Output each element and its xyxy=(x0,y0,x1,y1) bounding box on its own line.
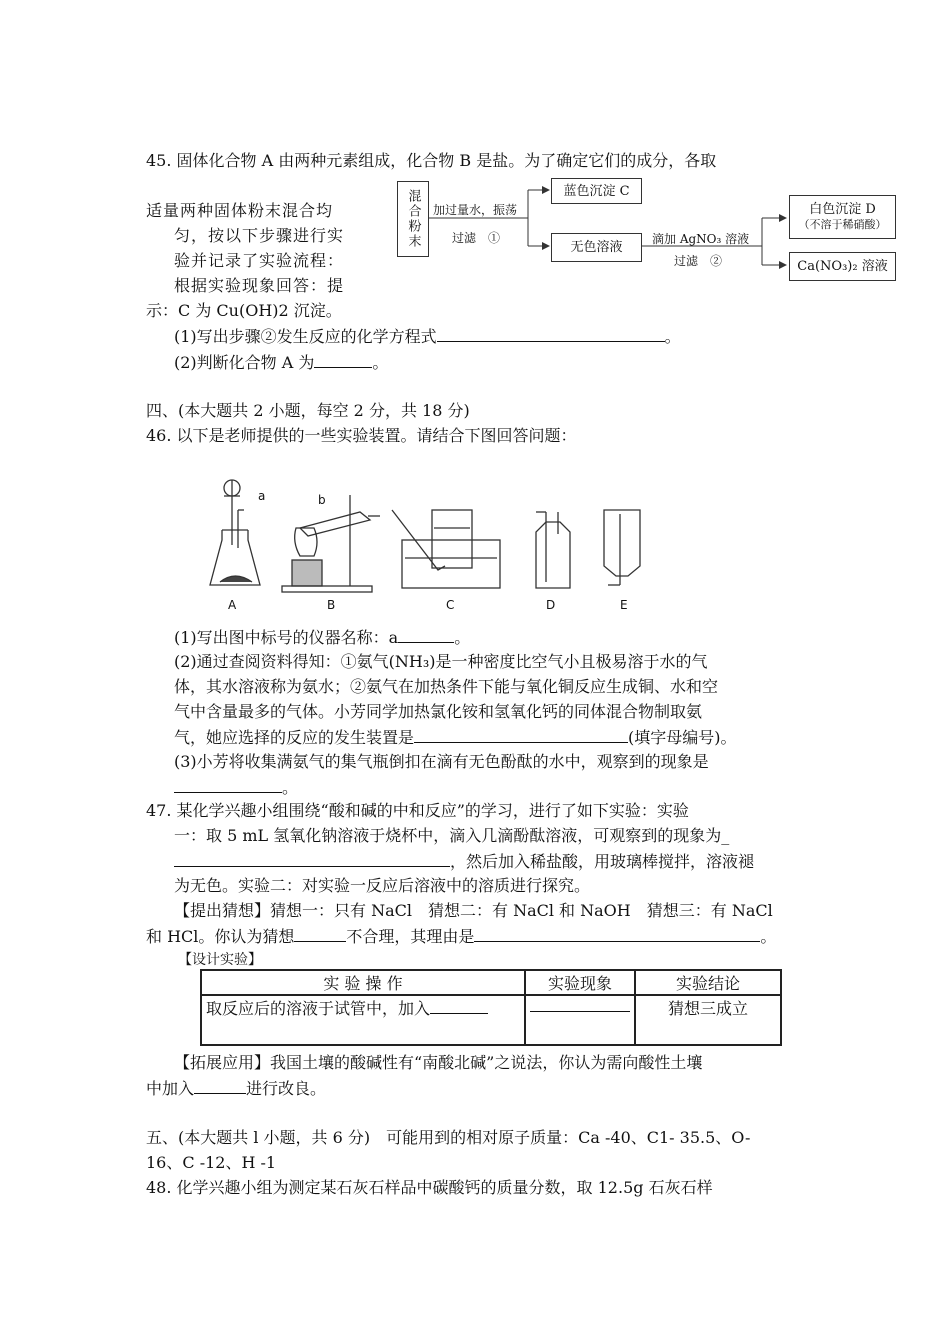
q47-hyp-prefix: 和 HCl。你认为猜想 xyxy=(146,927,295,946)
table-phenomenon-blank[interactable] xyxy=(530,996,630,1012)
table-header-operation: 实 验 操 作 xyxy=(201,970,525,995)
apparatus-d-icon xyxy=(536,512,570,588)
flow-colorless-solution: 无色溶液 xyxy=(551,233,642,262)
q46-sub2-line4-prefix: 气，她应选择的反应的发生装置是 xyxy=(174,728,415,747)
q45-sub1-blank[interactable] xyxy=(437,326,665,342)
q47-hypothesis-line2 xyxy=(146,926,776,947)
table-operation-text: 取反应后的溶液于试管中，加入 xyxy=(206,999,431,1018)
apparatus-label-b: b xyxy=(318,493,326,507)
apparatus-letter-b: B xyxy=(327,598,336,612)
flow-mix-box: 混合粉末 xyxy=(397,181,429,257)
table-operation-blank[interactable] xyxy=(430,998,488,1014)
apparatus-c-icon xyxy=(392,510,500,588)
q47-extend-prefix: 中加入 xyxy=(146,1079,195,1098)
q47-extend-blank[interactable] xyxy=(194,1078,246,1094)
q46-sub2-line2: 体，其水溶液称为氨水；②氨气在加热条件下能与氧化铜反应生成铜、水和空 xyxy=(174,677,719,696)
q45-sub1-suffix: 。 xyxy=(664,327,681,346)
q45-line5: 根据实验现象回答：提 xyxy=(174,276,345,295)
q47-hyp-mid: 不合理，其理由是 xyxy=(346,927,475,946)
q45-line4: 验并记录了实验流程： xyxy=(174,251,345,270)
apparatus-letter-a: A xyxy=(228,598,237,612)
q46-sub3-line1: (3)小芳将收集满氨气的集气瓶倒扣在滴有无色酚酞的水中，观察到的现象是 xyxy=(174,752,709,771)
q48-line1: 48. 化学兴趣小组为测定某石灰石样品中碳酸钙的质量分数，取 12.5g 石灰石样 xyxy=(146,1178,713,1197)
apparatus-letter-e: E xyxy=(620,598,628,612)
q47-line3 xyxy=(174,851,754,872)
table-cell-phenomenon[interactable] xyxy=(525,995,635,1045)
q47-extend-line2 xyxy=(146,1078,326,1099)
q46-sub1-blank[interactable] xyxy=(398,627,454,643)
q46-sub2-line4-suffix: (填字母编号)。 xyxy=(628,728,737,747)
table-row xyxy=(201,995,781,1045)
flow-white-ppt xyxy=(789,195,896,239)
q47-hyp-suffix: 。 xyxy=(760,927,777,946)
flow-step1-top: 加过量水，振荡 xyxy=(433,203,518,217)
q47-line2: 一：取 5 mL 氢氧化钠溶液于烧杯中，滴入几滴酚酞溶液，可观察到的现象为_ xyxy=(174,826,730,845)
q45-line2: 适量两种固体粉末混合均 xyxy=(146,201,334,220)
q45-sub2-prefix: (2)判断化合物 A 为 xyxy=(174,353,315,372)
apparatus-label-a: a xyxy=(258,489,266,503)
q45-sub1 xyxy=(174,326,681,347)
q45-sub2-suffix: 。 xyxy=(372,353,389,372)
section5-heading-line1: 五、(本大题共 l 小题，共 6 分) 可能用到的相对原子质量：Ca -40、C1- 35.5、O- xyxy=(146,1128,751,1147)
q46-sub1-suffix: 。 xyxy=(454,628,471,647)
flow-step1-bottom: 过滤 ① xyxy=(452,231,501,245)
q47-line4: 为无色。实验二：对实验一反应后溶液中的溶质进行探究。 xyxy=(174,876,591,895)
q45-line1: 45. 固体化合物 A 由两种元素组成，化合物 B 是盐。为了确定它们的成分，各取 xyxy=(146,151,717,170)
q46-sub2-line1: (2)通过查阅资料得知：①氨气(NH₃)是一种密度比空气小且极易溶于水的气 xyxy=(174,652,708,671)
q45-line6: 示：C 为 Cu(OH)2 沉淀。 xyxy=(146,301,342,320)
flow-step2-top: 滴加 AgNO₃ 溶液 xyxy=(652,232,750,246)
q46-sub3-line2 xyxy=(174,777,298,798)
q47-line3-suffix: ，然后加入稀盐酸，用玻璃棒搅拌，溶液褪 xyxy=(450,852,755,871)
table-cell-operation xyxy=(201,995,525,1045)
section5-heading-line2: 16、C -12、H -1 xyxy=(146,1153,277,1172)
q45-sub2 xyxy=(174,352,388,373)
table-header-phenomenon: 实验现象 xyxy=(525,970,635,995)
q46-intro: 46. 以下是老师提供的一些实验装置。请结合下图回答问题： xyxy=(146,426,577,445)
apparatus-b-icon xyxy=(282,495,380,592)
flow-ca-nitrate: Ca(NO₃)₂ 溶液 xyxy=(789,252,896,281)
q47-design-label: 【设计实验】 xyxy=(178,952,262,968)
q47-hypothesis-line1: 【提出猜想】猜想一：只有 NaCl 猜想二：有 NaCl 和 NaOH 猜想三：有 NaCl xyxy=(174,901,773,920)
q46-sub2-line4 xyxy=(174,727,737,748)
q46-sub3-blank[interactable] xyxy=(174,777,282,793)
flow-white-ppt-label: 白色沉淀 D xyxy=(809,202,876,217)
apparatus-letter-d: D xyxy=(546,598,556,612)
q47-hypothesis-blank[interactable] xyxy=(294,926,346,942)
apparatus-e-icon xyxy=(604,510,640,585)
table-cell-conclusion: 猜想三成立 xyxy=(635,995,781,1045)
apparatus-a-icon xyxy=(210,480,260,585)
apparatus-letter-c: C xyxy=(446,598,455,612)
q45-line3: 匀，按以下步骤进行实 xyxy=(174,226,345,245)
flow-step2-bottom: 过滤 ② xyxy=(674,254,723,268)
q47-line1: 47. 某化学兴趣小组围绕“酸和碱的中和反应”的学习，进行了如下实验：实验 xyxy=(146,801,689,820)
q47-experiment-table xyxy=(200,969,782,1046)
flow-blue-ppt: 蓝色沉淀 C xyxy=(551,178,642,204)
table-header-conclusion: 实验结论 xyxy=(635,970,781,995)
section4-heading: 四、(本大题共 2 小题，每空 2 分，共 18 分) xyxy=(146,401,470,420)
q47-reason-blank[interactable] xyxy=(474,926,760,942)
q46-sub1 xyxy=(174,627,470,648)
q45-sub2-blank[interactable] xyxy=(314,352,372,368)
q46-sub3-line2-suffix: 。 xyxy=(282,778,299,797)
table-header-row xyxy=(201,970,781,995)
q46-sub1-prefix: (1)写出图中标号的仪器名称：a xyxy=(174,628,399,647)
q46-sub2-line3: 气中含量最多的气体。小芳同学加热氯化铵和氢氧化钙的同体混合物制取氨 xyxy=(174,702,703,721)
q47-extend-suffix: 进行改良。 xyxy=(246,1079,327,1098)
apparatus-figure xyxy=(200,470,650,620)
flow-white-ppt-note: （不溶于稀硝酸） xyxy=(798,218,887,231)
q46-sub2-blank[interactable] xyxy=(414,727,628,743)
q47-phenomenon-blank[interactable] xyxy=(174,851,450,867)
q47-extend-line1: 【拓展应用】我国土壤的酸碱性有“南酸北碱”之说法，你认为需向酸性土壤 xyxy=(174,1053,703,1072)
q45-sub1-prefix: (1)写出步骤②发生反应的化学方程式 xyxy=(174,327,437,346)
